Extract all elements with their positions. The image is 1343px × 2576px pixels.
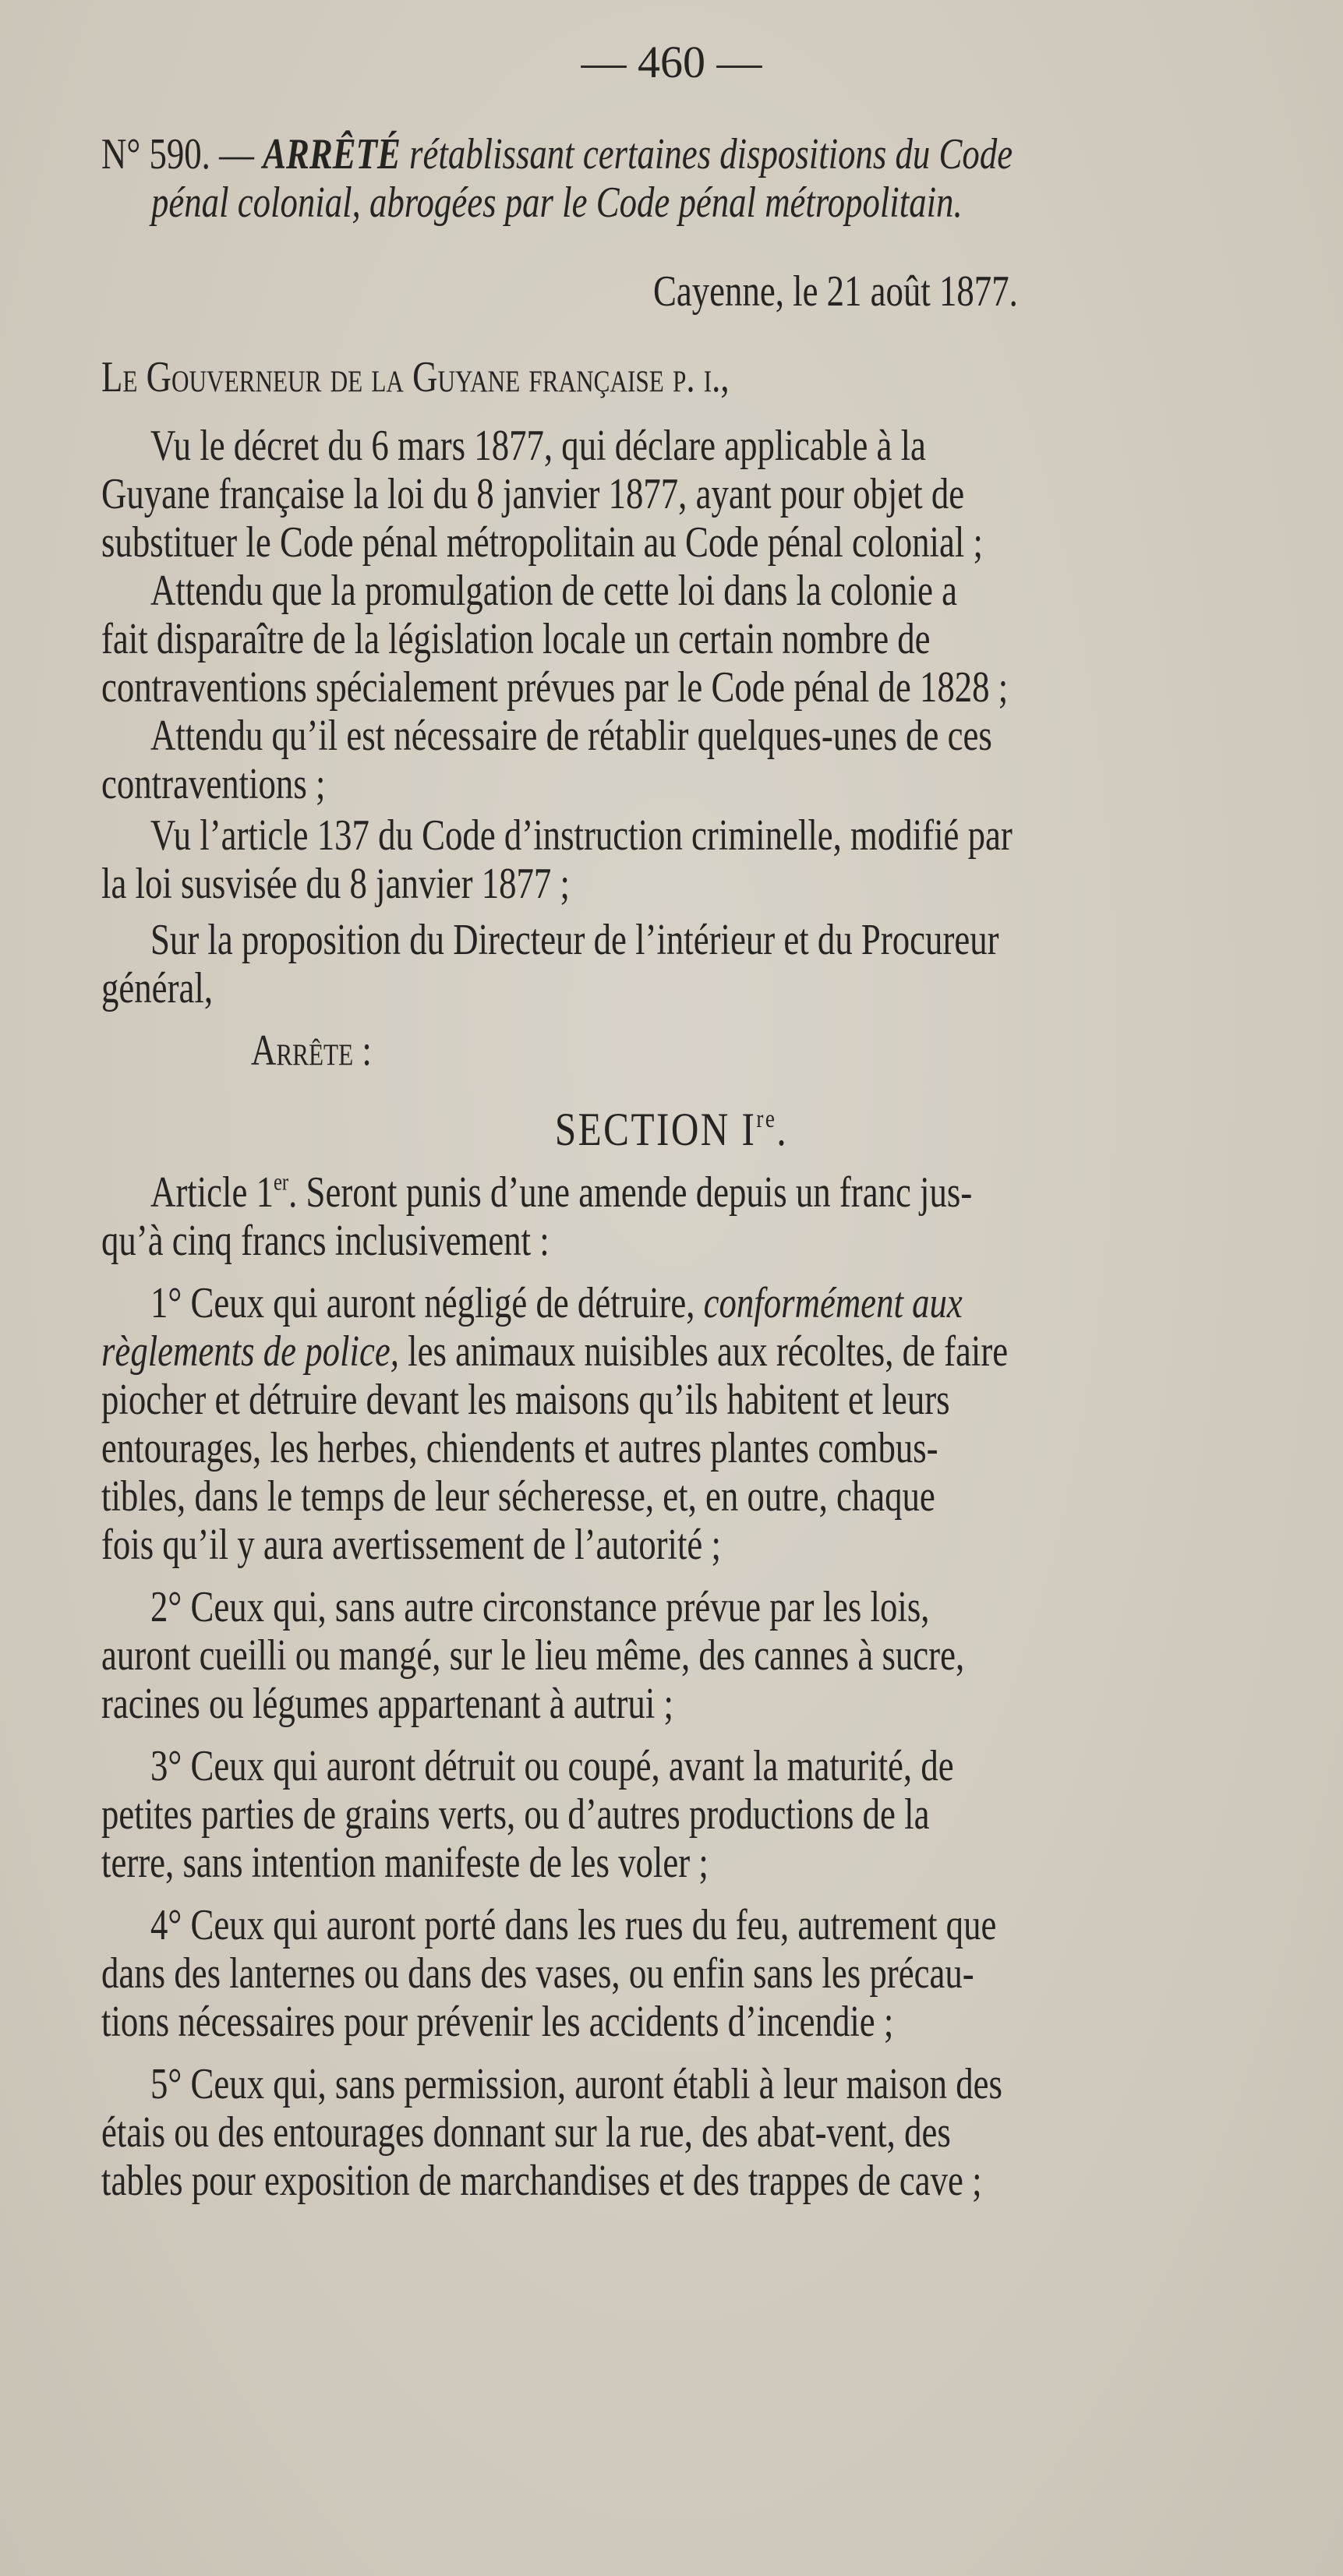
section-heading	[0, 1104, 1343, 1155]
section-heading-sup: re	[756, 1104, 777, 1133]
item-1-italic-start: conformément aux	[703, 1279, 963, 1327]
item-1-text-rest: les animaux nuisibles aux récoltes, de faire	[398, 1327, 1009, 1376]
preamble-line-7: contraventions spécialement prévues par le Code pénal de 1828 ;	[101, 663, 1009, 712]
place-date: Cayenne, le 21 août 1877.	[653, 267, 1018, 316]
preamble-line-8: Attendu qu’il est nécessaire de rétablir quelques-unes de ces	[150, 712, 992, 760]
decree-keyword: ARRÊTÉ	[263, 130, 401, 178]
preamble-line-9: contraventions ;	[101, 760, 326, 808]
item-5-line-2: étais ou des entourages donnant sur la rue, des abat-vent, des	[101, 2108, 951, 2157]
preamble-line-10: Vu l’article 137 du Code d’instruction criminelle, modifié par	[150, 811, 1013, 860]
decree-title-rest: rétablissant certaines dispositions du Code	[409, 130, 1013, 178]
article-1-line-1	[150, 1168, 972, 1217]
decree-number: N° 590. —	[101, 130, 254, 178]
arrete-heading: Arrête :	[251, 1027, 372, 1075]
item-1-line-6: fois qu’il y aura avertissement de l’autorité ;	[101, 1521, 721, 1569]
item-3-line-3: terre, sans intention manifeste de les voler ;	[101, 1839, 709, 1887]
item-1-line-1	[150, 1278, 963, 1328]
preamble-line-3: Guyane française la loi du 8 janvier 1877, ayant pour objet de	[101, 470, 965, 518]
item-1-line-2	[101, 1327, 1008, 1376]
article-1-line-2: qu’à cinq francs inclusivement :	[101, 1217, 550, 1265]
item-4-line-1: 4° Ceux qui auront porté dans les rues du feu, autrement que	[150, 1901, 997, 1949]
item-1-line-5: tibles, dans le temps de leur sécheresse, et, en outre, chaque	[101, 1472, 935, 1521]
preamble-line-1: Le Gouverneur de la Guyane française p. i.,	[101, 353, 730, 401]
item-5-line-3: tables pour exposition de marchandises et des trappes de cave ;	[101, 2157, 982, 2205]
preamble-line-5: Attendu que la promulgation de cette loi dans la colonie a	[150, 567, 958, 615]
item-3-line-2: petites parties de grains verts, ou d’autres productions de la	[101, 1790, 930, 1839]
item-5-line-1: 5° Ceux qui, sans permission, auront établi à leur maison des	[150, 2060, 1002, 2108]
page-number: — 460 —	[581, 37, 762, 87]
preamble-line-12: Sur la proposition du Directeur de l’intérieur et du Procureur	[150, 916, 999, 964]
section-heading-end: .	[776, 1104, 789, 1155]
article-label-sup: er	[273, 1168, 289, 1196]
item-3-line-1: 3° Ceux qui auront détruit ou coupé, avant la maturité, de	[150, 1742, 954, 1790]
item-2-line-2: auront cueilli ou mangé, sur le lieu même, des cannes à sucre,	[101, 1631, 965, 1680]
item-1-text-start: 1° Ceux qui auront négligé de détruire,	[150, 1279, 704, 1327]
item-2-line-1: 2° Ceux qui, sans autre circonstance prévue par les lois,	[150, 1583, 930, 1631]
preamble-line-11: la loi susvisée du 8 janvier 1877 ;	[101, 860, 570, 908]
item-1-line-3: piocher et détruire devant les maisons qu’ils habitent et leurs	[101, 1376, 950, 1424]
item-2-line-3: racines ou légumes appartenant à autrui ;	[101, 1680, 673, 1728]
preamble-line-2: Vu le décret du 6 mars 1877, qui déclare applicable à la	[150, 422, 926, 470]
preamble-line-4: substituer le Code pénal métropolitain au Code pénal colonial ;	[101, 518, 983, 567]
section-heading-text	[555, 1104, 788, 1155]
item-1-line-4: entourages, les herbes, chiendents et autres plantes combus-	[101, 1424, 938, 1472]
item-4-line-2: dans des lanternes ou dans des vases, ou enfin sans les précau-	[101, 1949, 974, 1998]
article-label: Article 1	[150, 1168, 274, 1217]
item-1-italic-end: règlements de police,	[101, 1327, 399, 1376]
decree-title-line-1	[101, 129, 1013, 179]
article-intro: . Seront punis d’une amende depuis un franc jus-	[288, 1168, 973, 1217]
preamble-line-6: fait disparaître de la législation locale un certain nombre de	[101, 615, 931, 663]
decree-title-line-2: pénal colonial, abrogées par le Code pénal métropolitain.	[151, 178, 963, 227]
preamble-line-13: général,	[101, 964, 214, 1012]
section-heading-main: SECTION I	[554, 1104, 757, 1155]
item-4-line-3: tions nécessaires pour prévenir les accidents d’incendie ;	[101, 1998, 894, 2046]
